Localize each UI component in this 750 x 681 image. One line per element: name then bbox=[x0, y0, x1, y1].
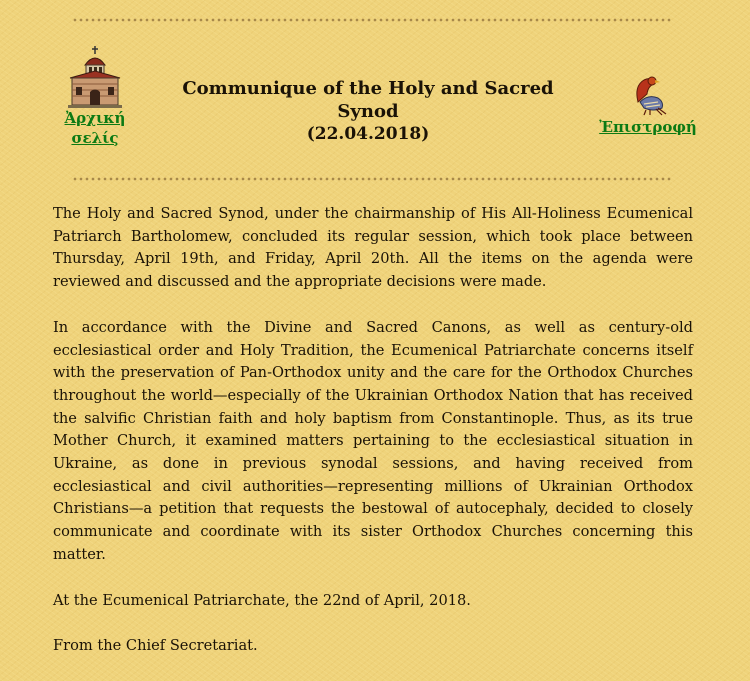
home-link-label-line1[interactable]: Ἀρχική bbox=[64, 109, 126, 127]
top-divider bbox=[72, 18, 672, 22]
page-title: Communique of the Holy and Sacred Synod bbox=[182, 78, 554, 122]
bird-icon bbox=[628, 72, 668, 116]
page-date: (22.04.2018) bbox=[306, 124, 430, 144]
home-link[interactable] bbox=[56, 45, 134, 149]
paragraph-signature: From the Chief Secretariat. bbox=[53, 637, 258, 655]
back-link-label[interactable]: Ἐπιστροφή bbox=[599, 118, 697, 136]
back-link[interactable] bbox=[596, 72, 700, 138]
paragraph-session: The Holy and Sacred Synod, under the chairmanship of His All-Holiness Ecumenical Patriarch Bartholomew, concluded its regular session, which took place between Thursday, April 19th, and Friday, April 20th. All the items on the agenda were reviewed and discussed and the appropriate decisions were made. bbox=[53, 205, 693, 291]
header-divider bbox=[72, 177, 672, 181]
church-icon bbox=[64, 45, 126, 109]
home-link-label-line2[interactable]: σελίς bbox=[71, 129, 119, 147]
paragraph-ukraine: In accordance with the Divine and Sacred Canons, as well as century-old ecclesiastical order and Holy Tradition, the Ecumenical Patriarchate concerns itself with the preservation of Pan-Orthodox unity and the care for the Orthodox Churches throughout the world—especially of the Ukrainian Orthodox Nation that has received the salvific Christian faith and holy baptism from Constantinople. Thus, as its true Mother Church, it examined matters pertaining to the ecclesiastical situation in Ukraine, as done in previous synodal sessions, and having received from ecclesiastical and civil authorities—representing millions of Ukrainian Orthodox Christians—a petition that requests the bestowal of autocephaly, decided to closely communicate and coordinate with its sister Orthodox Churches concerning this matter. bbox=[53, 318, 693, 563]
paragraph-dateline: At the Ecumenical Patriarchate, the 22nd of April, 2018. bbox=[53, 591, 471, 609]
communique-body bbox=[53, 203, 693, 681]
page-header bbox=[150, 77, 586, 146]
